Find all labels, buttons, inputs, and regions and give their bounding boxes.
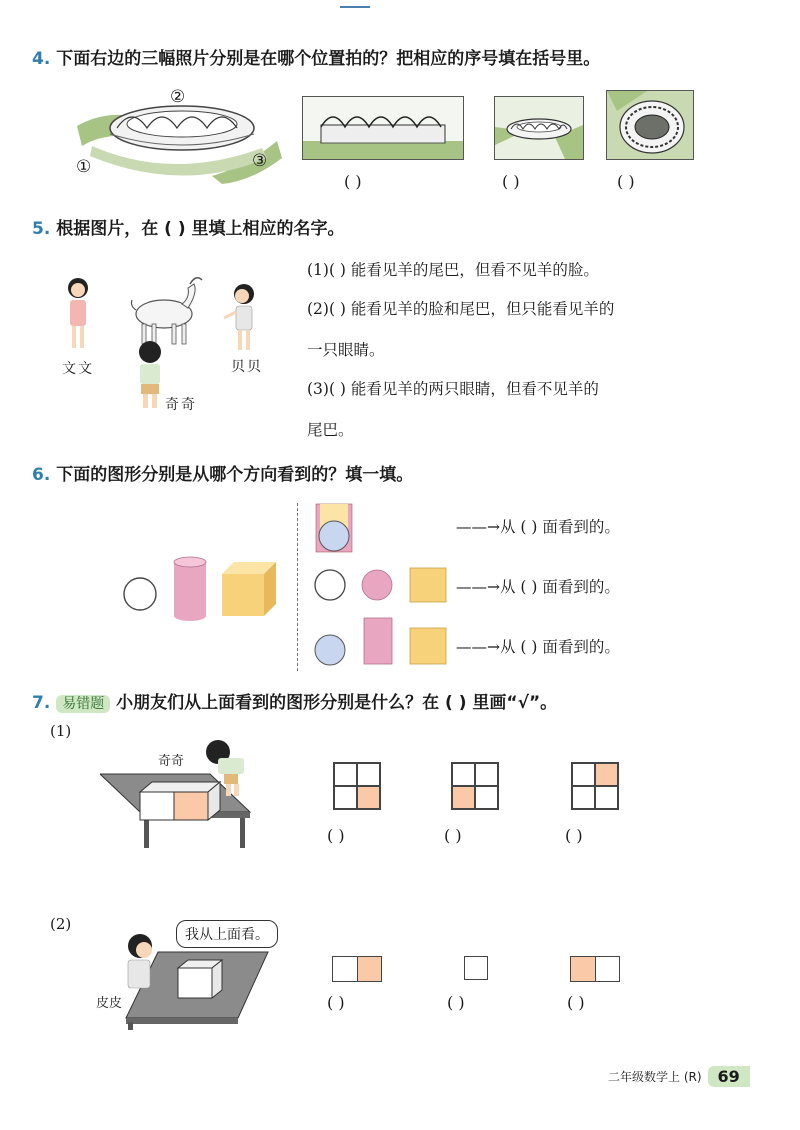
q7-1-blank-3[interactable]: ( ) [565,826,583,845]
q5-line-1: (1)( ) 能看见羊的尾巴，但看不见羊的脸。 [307,261,599,279]
position-2-label: ② [170,87,186,107]
position-1-label: ① [76,157,92,177]
q4-blank-1[interactable]: ( ) [344,172,362,191]
q5-number: 5. [32,219,51,239]
q7-1-blank-2[interactable]: ( ) [444,826,462,845]
q5-heading [32,214,345,239]
q7-tag-error-prone: 易错题 [56,695,110,713]
page-number: 69 [708,1066,750,1087]
speech-text: 我从上面看。 [185,927,269,943]
speech-bubble [176,920,278,948]
q5-line-4: (3)( ) 能看见羊的两只眼睛，但看不见羊的 [307,380,599,398]
q7-title: 小朋友们从上面看到的图形分别是什么？在 ( ) 里画“√”。 [116,693,558,713]
view-row-3 [312,616,452,668]
q7-2-option-c [570,956,620,982]
q7-1-option-b [451,762,499,810]
q4-heading [32,44,600,69]
q7-1-option-c [571,762,619,810]
q7-2-option-b [464,956,488,980]
q6-heading [32,460,413,485]
q4-title: 下面右边的三幅照片分别是在哪个位置拍的？把相应的序号填在括号里。 [56,49,601,69]
q7-2-blank-1[interactable]: ( ) [327,993,345,1012]
q5-line-3: 一只眼睛。 [307,341,385,359]
position-3-label: ③ [252,151,268,171]
name-beibei: 贝贝 [231,359,263,375]
q7-2-option-a [332,956,382,982]
q7-1-blank-1[interactable]: ( ) [327,826,345,845]
footer [608,1066,750,1087]
q6-answer-1[interactable]: ——→从 ( ) 面看到的。 [456,518,620,536]
q7-2-blank-2[interactable]: ( ) [447,993,465,1012]
q5-line-2: (2)( ) 能看见羊的脸和尾巴，但只能看见羊的 [307,300,615,318]
q6-number: 6. [32,465,51,485]
q7-sub1-label: (1) [50,722,72,740]
q6-answer-2[interactable]: ——→从 ( ) 面看到的。 [456,578,620,596]
photo-side-view [302,96,464,160]
q7-2-blank-3[interactable]: ( ) [567,993,585,1012]
photo-oblique-view [494,96,584,160]
q5-line-5: 尾巴。 [307,421,354,439]
q6-title: 下面的图形分别是从哪个方向看到的？填一填。 [56,465,414,485]
q6-answer-3[interactable]: ——→从 ( ) 面看到的。 [456,638,620,656]
q7-name-qiqi: 奇奇 [158,754,185,769]
view-row-1 [312,500,358,556]
name-wenwen: 文文 [62,361,94,377]
q7-name-pipi: 皮皮 [96,996,123,1011]
q4-number: 4. [32,49,51,69]
q4-blank-2[interactable]: ( ) [502,172,520,191]
q5-title: 根据图片，在 ( ) 里填上相应的名字。 [56,219,345,239]
name-qiqi: 奇奇 [165,397,197,413]
q7-1-option-a [333,762,381,810]
q6-divider [297,503,298,671]
view-row-2 [312,566,452,606]
top-mark [340,6,370,8]
q7-heading [32,688,557,713]
q7-sub2-label: (2) [50,915,72,933]
photo-top-view [606,90,694,160]
q7-number: 7. [32,693,51,713]
footer-book-title: 二年级数学上 (R) [608,1070,702,1084]
solid-objects [118,552,286,622]
q4-blank-3[interactable]: ( ) [617,172,635,191]
